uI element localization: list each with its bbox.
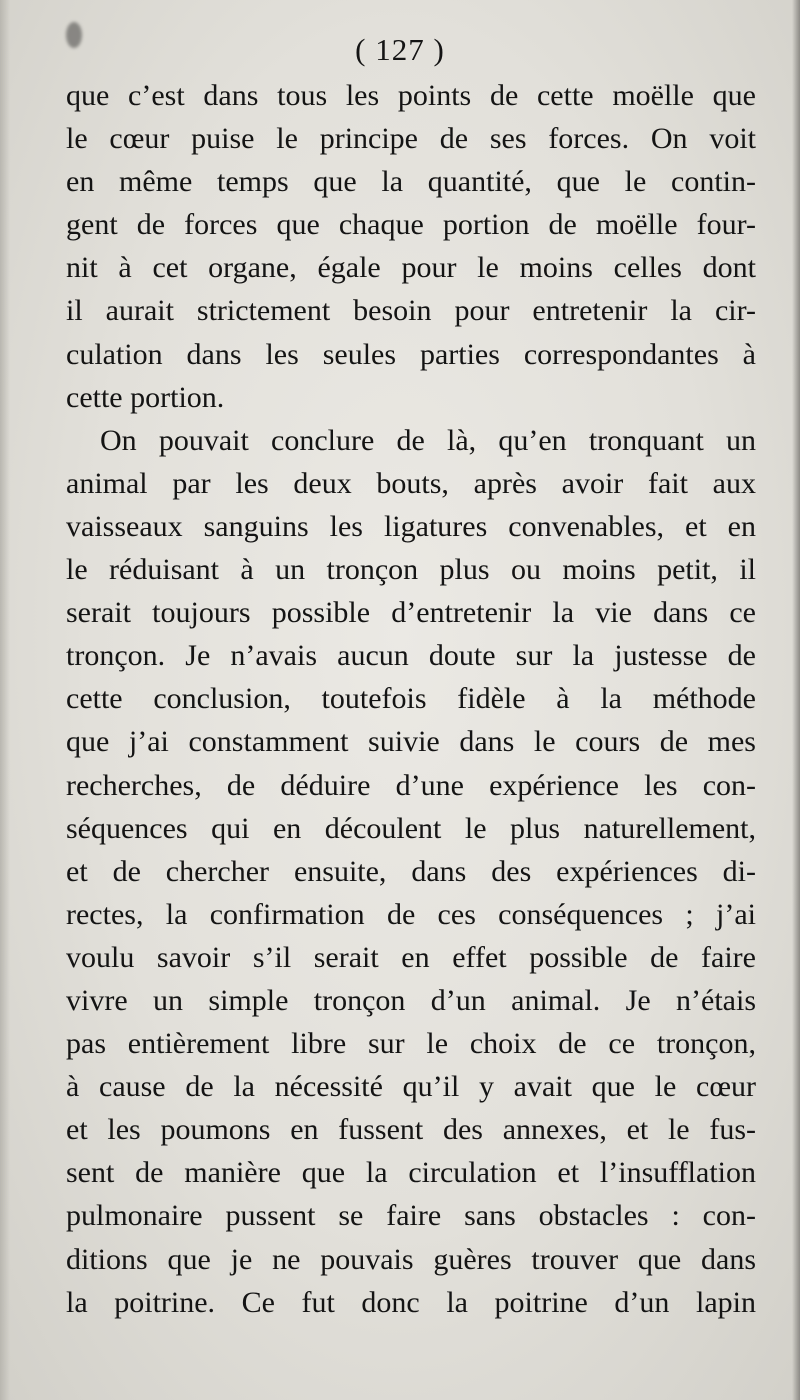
text-line: la poitrine. Ce fut donc la poitrine d’un lapin [66, 1285, 756, 1319]
text-line: que c’est dans tous les points de cette moëlle que [66, 79, 756, 112]
text-line: sent de manière que la circulation et l’insufflation [66, 1156, 756, 1190]
text-line: séquences qui en découlent le plus naturellement, [66, 811, 756, 845]
text-line: pas entièrement libre sur le choix de ce tronçon, [66, 1027, 756, 1061]
text-line: cette conclusion, toutefois fidèle à la méthode [66, 682, 756, 716]
page-edge-left [0, 0, 10, 1400]
text-line: en même temps que la quantité, que le contin- [66, 165, 756, 199]
text-line: ditions que je ne pouvais guères trouver que dans [66, 1242, 756, 1276]
text-line: recherches, de déduire d’une expérience les con- [66, 768, 756, 802]
text-line: culation dans les seules parties correspondantes à [66, 337, 756, 371]
paragraph-end-line: cette portion. [66, 380, 225, 414]
page-edge-right [792, 0, 800, 1400]
text-line: gent de forces que chaque portion de moëlle four- [66, 208, 756, 242]
text-line: animal par les deux bouts, après avoir fait aux [66, 466, 756, 500]
text-line: serait toujours possible d’entretenir la vie dans ce [66, 596, 756, 630]
text-line: et les poumons en fussent des annexes, et le fus- [66, 1113, 756, 1147]
text-line: voulu savoir s’il serait en effet possible de faire [66, 940, 756, 974]
text-line: pulmonaire pussent se faire sans obstacles : con- [66, 1199, 756, 1233]
page-number: ( 127 ) [355, 32, 445, 67]
text-line: rectes, la confirmation de ces conséquences ; j’ai [66, 897, 756, 931]
paragraph-start-line: On pouvait conclure de là, qu’en tronquant un [100, 423, 756, 457]
body-text [66, 74, 756, 1324]
text-line: tronçon. Je n’avais aucun doute sur la justesse de [66, 639, 756, 673]
text-line: à cause de la nécessité qu’il y avait que le cœur [66, 1070, 756, 1104]
text-line: que j’ai constamment suivie dans le cours de mes [66, 725, 756, 759]
text-line: vivre un simple tronçon d’un animal. Je n’étais [66, 983, 756, 1017]
text-line: il aurait strictement besoin pour entretenir la cir- [66, 294, 756, 328]
text-line: nit à cet organe, égale pour le moins celles dont [66, 251, 756, 285]
text-line: le cœur puise le principe de ses forces. On voit [66, 122, 756, 156]
text-line: le réduisant à un tronçon plus ou moins petit, il [66, 553, 756, 587]
text-line: et de chercher ensuite, dans des expériences di- [66, 854, 756, 888]
text-line: vaisseaux sanguins les ligatures convenables, et en [66, 509, 756, 543]
